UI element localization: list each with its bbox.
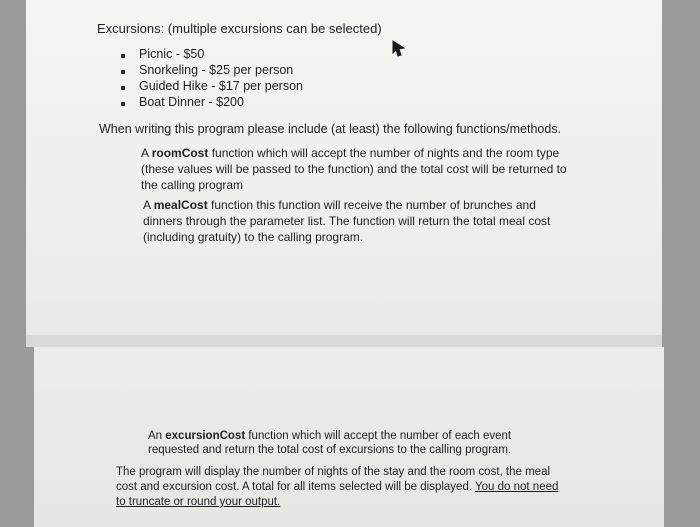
bullet-icon [121,86,125,90]
meal-cost-line-3: (including gratuity) to the calling program. [143,230,364,244]
room-cost-function-name: roomCost [151,146,209,160]
instructions-intro: When writing this program please include (at least) the following functions/methods. [99,122,562,136]
room-cost-line-2: (these values will be passed to the function) and the total cost will be returned to [141,162,567,176]
list-item: Snorkeling - $25 per person [139,63,294,77]
bullet-icon [121,102,125,106]
excursion-cost-line-2: requested and return the total cost of excursions to the calling program. [148,444,512,456]
underlined-note-start: You do not need [475,481,559,493]
room-cost-line-1: A roomCost function which will accept the number of nights and the room type [141,146,560,160]
excursion-cost-line-1: An excursionCost function which will accept the number of each event [148,430,512,442]
underlined-note-end: to truncate or round your output. [116,496,281,508]
list-item: Boat Dinner - $200 [139,95,244,109]
room-cost-line-3: the calling program [141,178,244,192]
list-item: Guided Hike - $17 per person [139,79,303,93]
meal-cost-function-name: mealCost [153,198,208,212]
excursions-heading: Excursions: (multiple excursions can be selected) [97,21,382,36]
meal-cost-line-2: dinners through the parameter list. The function will return the total meal cost [143,214,551,228]
bullet-icon [121,54,125,58]
output-line-2: cost and excursion cost. A total for all items selected will be displayed. You do not need [116,481,559,493]
bullet-icon [121,70,125,74]
output-line-1: The program will display the number of nights of the stay and the room cost, the meal [116,466,551,478]
meal-cost-line-1: A mealCost function this function will receive the number of brunches and [143,198,536,212]
list-item: Picnic - $50 [139,47,205,61]
excursion-cost-function-name: excursionCost [165,430,246,442]
mouse-cursor-icon [392,40,406,58]
page-divider [26,335,662,347]
